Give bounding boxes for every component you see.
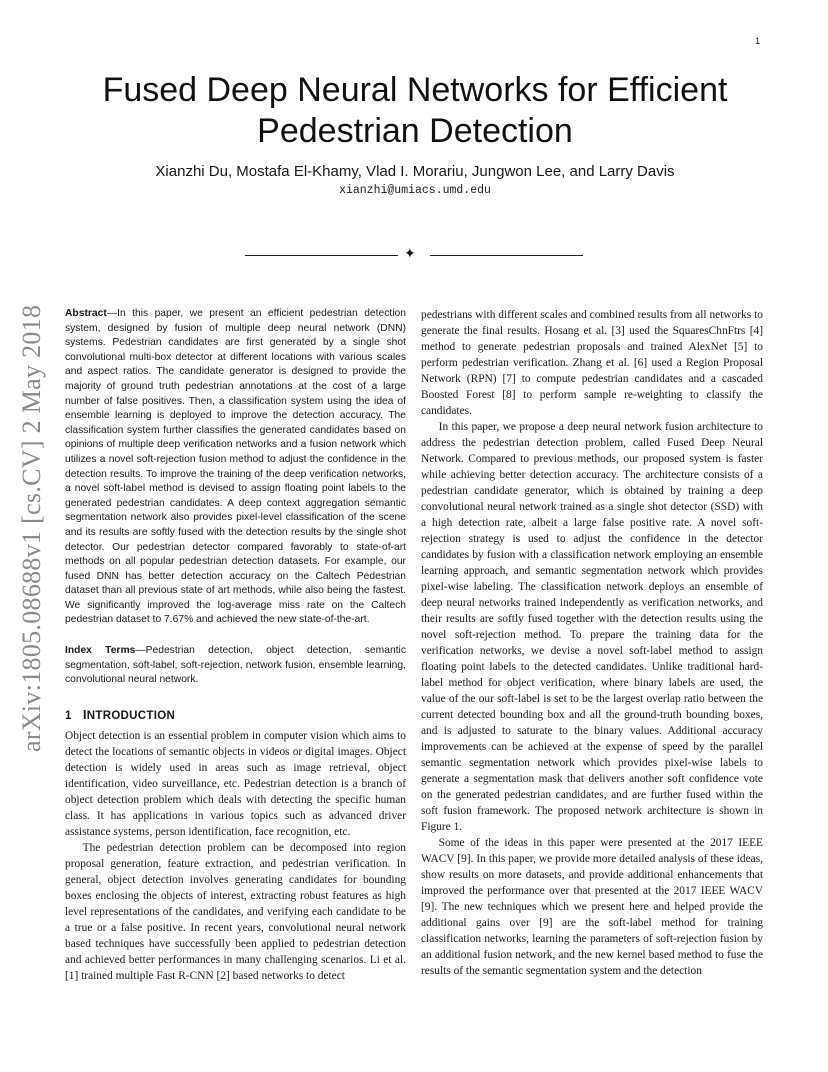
paper-title [60, 70, 770, 152]
right-column [421, 307, 763, 979]
body-paragraph-proposal: In this paper, we propose a deep neural network fusion architecture to address the pedestrian detection problem, called Fused Deep Neural Network. Compared to previous methods, our proposed system is faster while achieving better detection accuracy. The architecture consists of a pedestrian candidate generator, which is obtained by training a deep convolutional neural network trained as a single shot detector (SSD) with a high detection rate, albeit a large false positive rate. A novel soft-rejection strategy is used to adjust the confidence in the detector candidates by fusion with a classification network employing an ensemble learning approach, and semantic segmentation network which provides pixel-wise labeling. The classification network deploys an ensemble of deep neural networks trained independently as verification networks, and their results are softly fused together with the detection results using the novel soft-rejection method. To prepare the training data for the verification networks, we devise a novel soft-label method to assign floating point labels to the detected candidates. Unlike traditional hard-label method for object verification, where binary labels are used, the value of the our soft-label is set to be the largest overlap ratio between the current detected bounding box and all the ground-truth bounding boxes, and is adjusted to saturate to the binary values. Additional accuracy improvements can be achieved at the expense of speed by the parallel semantic segmentation network which provides pixel-wise labels to generate a segmentation mask that delivers another soft confidence vote on the generated pedestrian candidates, and are further fused within the soft fusion framework. The proposed network architecture is shown in Figure 1. [421, 421, 763, 833]
intro-paragraph-2: The pedestrian detection problem can be decomposed into region proposal generation, feature extraction, and pedestrian verification. In general, object detection involves generating candidates for bounding boxes enclosing the objects of interest, extracting robust features as high level representations of the candidates, and verifying each candidate to be a true or a false positive. In recent years, convolutional neural network based techniques have successfully been applied to pedestrian detection and achieved better performances in many challenging scenarios. Li et al. [1] trained multiple Fast R-CNN [2] based networks to detect [65, 841, 406, 982]
author-email: xianzhi@umiacs.umd.edu [339, 184, 491, 197]
left-column [65, 307, 406, 984]
body-paragraph-continued: pedestrians with different scales and combined results from all networks to generate the final results. Hosang et al. [3] used the SquaresChnFtrs [4] method to generate pedestrian proposals and trained AlexNet [5] to perform pedestrian verification. Zhang et al. [6] used a Region Proposal Network (RPN) [7] to compute pedestrian candidates and a cascaded Boosted Forest [8] to perform sample re-weighting to classify the candidates. [421, 309, 763, 417]
section-number: 1 [65, 709, 72, 722]
abstract-text: —In this paper, we present an efficient pedestrian detection system, designed by fusion of multiple deep neural network (DNN) systems. Pedestrian candidates are first generated by a single shot convolutional multi-box detector at different locations with various scales and aspect ratios. The candidate generator is designed to provide the majority of ground truth pedestrian annotations at the cost of a large number of false positives. Then, a classification system using the idea of ensemble learning is deployed to improve the detection accuracy. The classification system further classifies the generated candidates based on opinions of multiple deep verification networks and a fusion network which utilizes a novel soft-rejection fusion method to adjust the confidence in the detection results. To improve the training of the deep verification networks, a novel soft-label method is devised to assign floating point labels to the generated pedestrian candidates. A deep context aggregation semantic segmentation network also provides pixel-level classification of the scene and its results are softly fused with the detection results by the single shot detector. Our pedestrian detector compared favorably to state-of-art methods on all popular pedestrian detection datasets. For example, our fused DNN has better detection accuracy on the Caltech Pedestrian dataset than all previous state of art methods, while also being the fastest. We significantly improved the log-average miss rate on the Caltech pedestrian dataset to 7.67% and achieved the new state-of-the-art. [65, 308, 406, 626]
arxiv-identifier: arXiv:1805.08688v1 [cs.CV] 2 May 2018 [17, 304, 46, 752]
title-line-1: Fused Deep Neural Networks for Efficient [102, 71, 728, 109]
author-list: Xianzhi Du, Mostafa El-Khamy, Vlad I. Morariu, Jungwon Lee, and Larry Davis [155, 163, 675, 180]
abstract-label: Abstract [65, 308, 107, 319]
separator-rule-left [245, 255, 398, 256]
separator-rule-right [430, 255, 583, 256]
body-paragraph-wacv: Some of the ideas in this paper were presented at the 2017 IEEE WACV [9]. In this paper, we provide more detailed analysis of these ideas, show results on more datasets, and provide additional enhancements that improved the performance over that presented at the 2017 IEEE WACV [9]. The new techniques which we present here and helped provide the additional gains over [9] are the soft-label method for training classification networks, learning the parameters of soft-rejection fusion by an additional fusion network, and the new kernel based method to fuse the results of the semantic segmentation system and the detection [421, 837, 763, 977]
separator-star-icon: ✦ [404, 246, 416, 262]
title-line-2: Pedestrian Detection [257, 112, 573, 150]
index-terms [65, 644, 406, 688]
section-heading-introduction [65, 708, 406, 722]
section-title-rest: NTRODUCTION [86, 709, 176, 722]
page-number: 1 [755, 36, 761, 46]
section-title-initial: I [83, 707, 87, 722]
index-terms-text: —Pedestrian detection, object detection, semantic segmentation, soft-label, soft-rejection, network fusion, ensemble learning, convolutional neural network. [65, 645, 406, 686]
intro-paragraph-1: Object detection is an essential problem in computer vision which aims to detect the locations of semantic objects in videos or digital images. Object detection is widely used in areas such as image retrieval, object identification, video surveillance, etc. Pedestrian detection is a branch of object detection problem which deals with detecting the specific human class. It has applications in various topics such as advanced driver assistance systems, person identification, face recognition, etc. [65, 729, 406, 838]
abstract [65, 307, 406, 628]
index-terms-label: Index Terms [65, 645, 136, 657]
